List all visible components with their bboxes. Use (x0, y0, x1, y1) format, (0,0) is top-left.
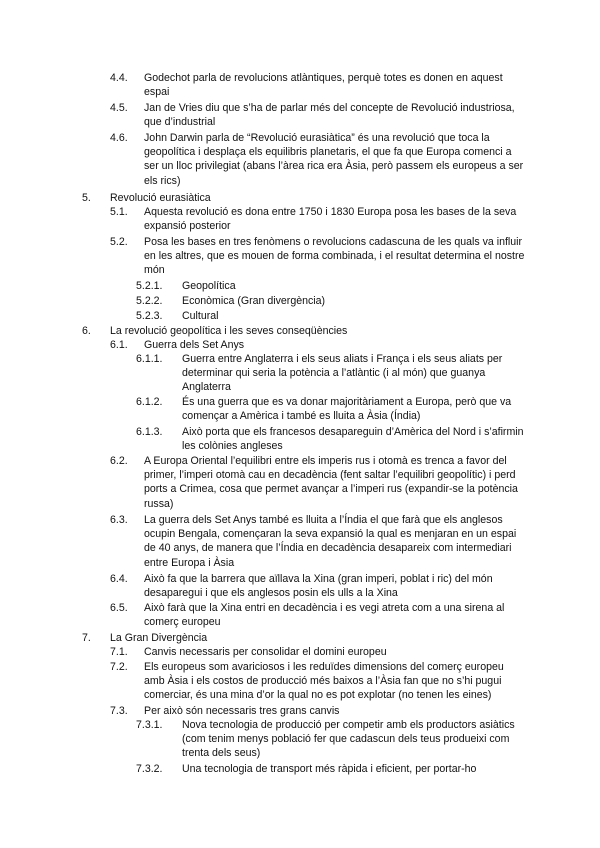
item-number: 6.5. (110, 602, 128, 614)
item-text: La revolució geopolítica i les seves conseqüències (110, 325, 348, 337)
item-text: A Europa Oriental l’equilibri entre els imperis rus i otomà es trenca a favor del primer, l’imperi otomà cau en decadència (fent saltar l’equilibri geopolític) i perd ports a Crimea, cosa que permet avançar a l’imperi rus (expandir-se la potència russa) (144, 455, 518, 510)
list-item-7 (82, 631, 522, 645)
list-item-6-2 (110, 454, 525, 511)
list-item-5-2-2 (136, 294, 526, 308)
item-text: La guerra dels Set Anys també es lluita a l’Índia el que farà que els anglesos ocupin Bengala, començaran la seva expansió la qual es menjaran en un espai de 40 anys, de manera que l’Índia en decadència desapareix com intermediari entre Europa i Àsia (144, 514, 517, 569)
item-number: 5.2.3. (136, 310, 163, 322)
item-text: Nova tecnologia de producció per competir amb els productors asiàtics (com tenim menys població fer que cadascun dels teus produeixi com trenta dels seus) (182, 719, 515, 760)
item-text: John Darwin parla de “Revolució eurasiàtica” és una revolució que toca la geopolítica i desplaça els equilibris planetaris, el que fa que Europa comenci a ser un lloc privilegiat (abans l’àrea rica era Àsia, però passem els europeus a ser els rics) (144, 132, 524, 187)
list-item-6-4 (110, 572, 525, 600)
list-item-6-3 (110, 513, 525, 570)
list-item-7-2 (110, 660, 525, 703)
item-text: Guerra dels Set Anys (144, 339, 245, 351)
item-number: 6. (82, 325, 91, 337)
item-text: És una guerra que es va donar majoritàriament a Europa, però que va començar a Amèrica i també es lluita a Àsia (Índia) (182, 396, 512, 423)
item-number: 5.1. (110, 206, 128, 218)
list-item-6-5 (110, 601, 525, 629)
item-number: 5. (82, 192, 91, 204)
item-text: Canvis necessaris per consolidar el domini europeu (144, 646, 387, 658)
list-item-7-3 (110, 704, 525, 718)
item-number: 6.2. (110, 455, 128, 467)
item-number: 7.1. (110, 646, 128, 658)
item-number: 7.2. (110, 661, 128, 673)
list-item-6-1-1 (136, 352, 526, 395)
item-text: Per això són necessaris tres grans canvis (144, 705, 340, 717)
list-item-7-1 (110, 645, 525, 659)
item-text: Guerra entre Anglaterra i els seus aliats i França i els seus aliats per determinar qui seria la potència a l’atlàntic (i al món) que guanya Anglaterra (182, 353, 503, 394)
item-number: 6.1.3. (136, 426, 163, 438)
list-item-4-5 (110, 101, 525, 129)
item-text: Cultural (182, 310, 219, 322)
list-item-7-3-1 (136, 718, 526, 761)
item-number: 5.2.2. (136, 295, 163, 307)
item-number: 7.3.1. (136, 719, 163, 731)
item-text: La Gran Divergència (110, 632, 208, 644)
item-text: Això farà que la Xina entri en decadència i es vegi atreta com a una sirena al comerç europeu (144, 602, 505, 629)
item-text: Aquesta revolució es dona entre 1750 i 1830 Europa posa les bases de la seva expansió posterior (144, 206, 517, 233)
list-item-5 (82, 191, 522, 205)
list-item-7-3-2 (136, 762, 526, 776)
item-number: 6.3. (110, 514, 128, 526)
item-number: 7.3.2. (136, 763, 163, 775)
list-item-5-2 (110, 235, 525, 278)
list-item-6 (82, 324, 522, 338)
item-number: 5.2.1. (136, 280, 163, 292)
list-item-5-2-1 (136, 279, 526, 293)
item-number: 6.1. (110, 339, 128, 351)
list-item-4-4 (110, 71, 525, 99)
list-item-4-6 (110, 131, 525, 188)
item-text: Una tecnologia de transport més ràpida i eficient, per portar-ho (182, 763, 477, 775)
item-number: 7.3. (110, 705, 128, 717)
item-number: 4.5. (110, 102, 128, 114)
item-text: Geopolítica (182, 280, 236, 292)
item-number: 4.4. (110, 72, 128, 84)
item-number: 7. (82, 632, 91, 644)
item-text: Revolució eurasiàtica (110, 192, 211, 204)
item-number: 6.1.1. (136, 353, 163, 365)
item-text: Això porta que els francesos desapareguin d’Amèrica del Nord i s’afirmin les colònies angleses (182, 426, 524, 453)
item-text: Econòmica (Gran divergència) (182, 295, 326, 307)
list-item-6-1-3 (136, 425, 526, 453)
item-number: 6.4. (110, 573, 128, 585)
item-text: Godechot parla de revolucions atlàntiques, perquè totes es donen en aquest espai (144, 72, 503, 99)
item-text: Els europeus som avariciosos i les reduïdes dimensions del comerç europeu amb Àsia i els costos de producció més baixos a l’Àsia fan que no s’hi pugui comerciar, és una mina d’or la qual no es pot explotar (no tenen les eines) (144, 661, 504, 702)
item-number: 6.1.2. (136, 396, 163, 408)
item-text: Posa les bases en tres fenòmens o revolucions cadascuna de les quals va influir en les altres, que es mouen de forma combinada, i el resultat determina el nostre món (144, 236, 525, 277)
list-item-5-1 (110, 205, 525, 233)
item-number: 5.2. (110, 236, 128, 248)
list-item-6-1 (110, 338, 525, 352)
list-item-5-2-3 (136, 309, 526, 323)
list-item-6-1-2 (136, 395, 526, 423)
item-number: 4.6. (110, 132, 128, 144)
item-text: Jan de Vries diu que s’ha de parlar més del concepte de Revolució industriosa, que d’industrial (144, 102, 515, 129)
item-text: Això fa que la barrera que aïllava la Xina (gran imperi, poblat i ric) del món desaparegui i que els anglesos posin els ulls a la Xina (144, 573, 493, 600)
